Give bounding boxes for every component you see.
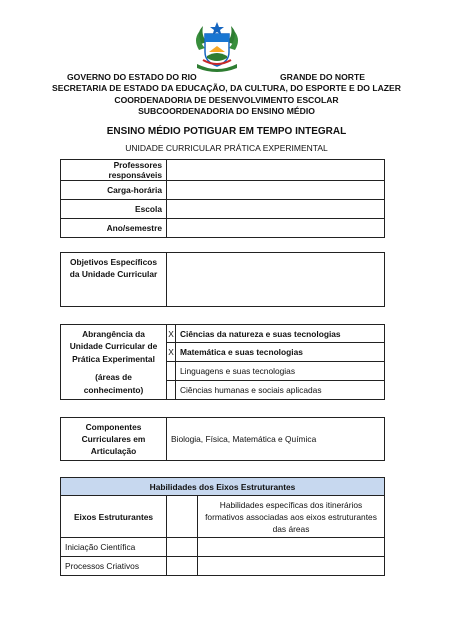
checkbox-matematica[interactable]: X [167,343,176,362]
componentes-table [60,417,385,461]
checkbox-ciencias-natureza[interactable]: X [167,325,176,343]
label-escola: Escola [61,200,167,219]
habilidades-table [60,477,385,576]
field-ano-semestre[interactable] [167,219,385,238]
row-processos-criativos: Processos Criativos [61,557,167,576]
label-abrangencia [61,325,167,400]
cell-processos-habilidades[interactable] [198,557,385,576]
field-componentes[interactable]: Biologia, Física, Matemática e Química [167,418,385,461]
label-ano-semestre: Ano/semestre [61,219,167,238]
cell-iniciacao-mid[interactable] [167,538,198,557]
objetivos-table [60,252,385,307]
header-coordenadoria: COORDENADORIA DE DESENVOLVIMENTO ESCOLAR [114,95,339,105]
option-ciencias-natureza: Ciências da natureza e suas tecnologias [176,325,385,343]
label-carga-horaria: Carga-horária [61,181,167,200]
header-subcoordenadoria: SUBCOORDENADORIA DO ENSINO MÉDIO [138,106,315,116]
option-matematica: Matemática e suas tecnologias [176,343,385,362]
label-areas-conhecimento: (áreas de conhecimento) [83,372,144,395]
state-coat-of-arms-icon [193,20,241,72]
header-secretaria: SECRETARIA DE ESTADO DA EDUCAÇÃO, DA CULTURA, DO ESPORTE E DO LAZER [51,83,401,93]
document-title: ENSINO MÉDIO POTIGUAR EM TEMPO INTEGRAL [106,126,347,137]
row-iniciacao-cientifica: Iniciação Científica [61,538,167,557]
info-table [60,159,385,238]
label-componentes: Componentes Curriculares em Articulação [61,418,167,461]
field-carga-horaria[interactable] [167,181,385,200]
label-objetivos: Objetivos Específicos da Unidade Curricular [61,253,167,307]
cell-iniciacao-habilidades[interactable] [198,538,385,557]
label-abrangencia-main: Abrangência da Unidade Curricular de Prática Experimental [69,328,158,364]
col-eixos-estruturantes: Eixos Estruturantes [61,496,167,538]
abrangencia-table [60,324,385,400]
cell-processos-mid[interactable] [167,557,198,576]
option-ciencias-humanas: Ciências humanas e sociais aplicadas [176,381,385,400]
field-professores[interactable] [167,160,385,181]
checkbox-linguagens[interactable] [167,362,176,381]
header-government-left: GOVERNO DO ESTADO DO RIO [67,72,197,82]
header-government-right: GRANDE DO NORTE [280,72,365,82]
checkbox-ciencias-humanas[interactable] [167,381,176,400]
col-habilidades-especificas: Habilidades específicas dos itinerários formativos associadas aos eixos estruturantes das áreas [198,496,385,538]
field-escola[interactable] [167,200,385,219]
label-professores: Professores responsáveis [61,160,167,181]
habilidades-title: Habilidades dos Eixos Estruturantes [61,478,385,496]
option-linguagens: Linguagens e suas tecnologias [176,362,385,381]
document-subtitle: UNIDADE CURRICULAR PRÁTICA EXPERIMENTAL [125,143,328,153]
col-blank [167,496,198,538]
field-objetivos[interactable] [167,253,385,307]
